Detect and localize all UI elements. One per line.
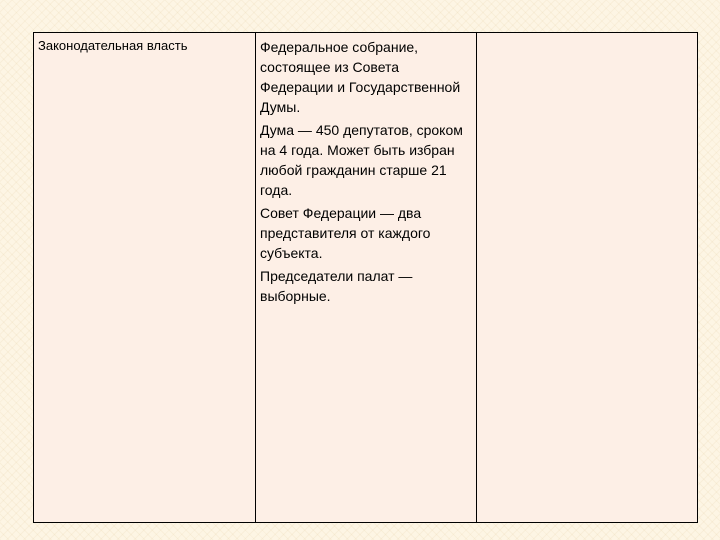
branch-label: Законодательная власть [38, 38, 188, 53]
empty-cell [477, 33, 698, 523]
description-paragraph-4: Председатели палат — выборные. [260, 268, 413, 304]
description-cell [256, 33, 477, 523]
description-paragraph-3: Совет Федерации — два представителя от каждого субъекта. [260, 205, 431, 261]
table-row [34, 33, 698, 523]
description-paragraph-1: Федеральное собрание, состоящее из Совета Федерации и Государственной Думы. [260, 39, 461, 115]
content-table [33, 32, 698, 523]
branch-cell [34, 33, 256, 523]
description-paragraph-2: Дума — 450 депутатов, сроком на 4 года. Может быть избран любой гражданин старше 21 года. [260, 122, 463, 198]
